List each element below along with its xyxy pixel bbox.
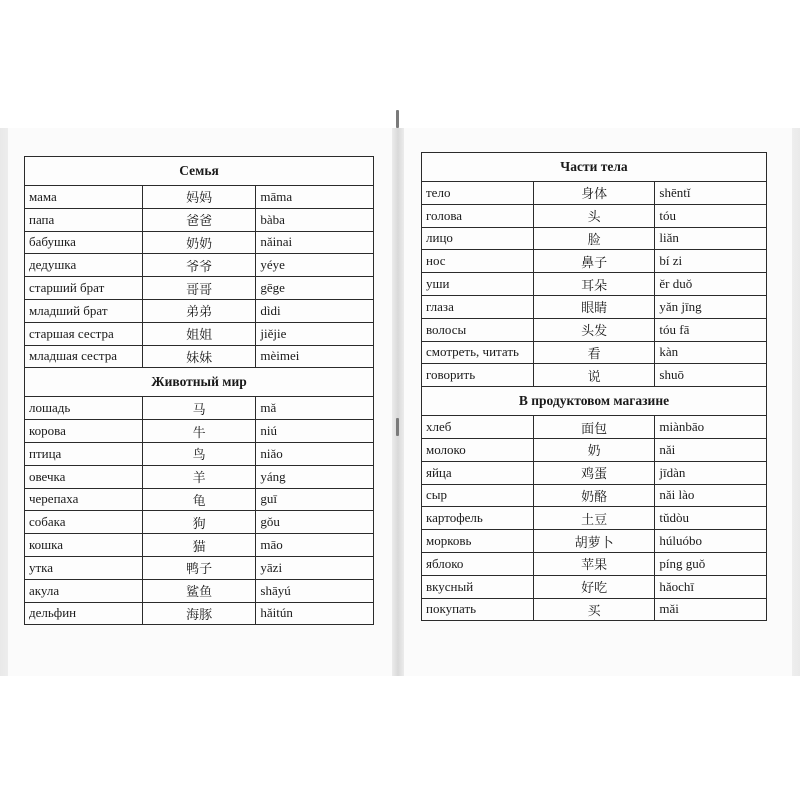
section-title: Семья (25, 157, 374, 186)
pinyin: nǎi (655, 438, 767, 461)
pinyin: mǎ (256, 397, 374, 420)
chinese-characters: 奶 (533, 438, 654, 461)
table-row (422, 204, 767, 227)
chinese-characters: 苹果 (533, 552, 654, 575)
table-row (422, 416, 767, 439)
book-gutter (392, 128, 404, 676)
pinyin: miànbāo (655, 416, 767, 439)
pinyin: bí zi (655, 250, 767, 273)
vocab-table-right (421, 152, 767, 621)
chinese-characters: 鲨鱼 (142, 579, 256, 602)
chinese-characters: 鸟 (142, 442, 256, 465)
chinese-characters: 猫 (142, 534, 256, 557)
pinyin: yáng (256, 465, 374, 488)
russian-word: смотреть, читать (422, 341, 534, 364)
pinyin: nǎinai (256, 231, 374, 254)
russian-word: лицо (422, 227, 534, 250)
russian-word: утка (25, 556, 143, 579)
table-row (422, 552, 767, 575)
russian-word: картофель (422, 507, 534, 530)
table-row (422, 484, 767, 507)
section-header-row (422, 153, 767, 182)
russian-word: вкусный (422, 575, 534, 598)
russian-word: старший брат (25, 277, 143, 300)
table-row (25, 465, 374, 488)
pinyin: píng guǒ (655, 552, 767, 575)
russian-word: овечка (25, 465, 143, 488)
table-row (25, 277, 374, 300)
chinese-characters: 脸 (533, 227, 654, 250)
table-row (25, 345, 374, 368)
chinese-characters: 头 (533, 204, 654, 227)
chinese-characters: 牛 (142, 420, 256, 443)
pinyin: jīdàn (655, 461, 767, 484)
table-row (422, 598, 767, 621)
chinese-characters: 弟弟 (142, 299, 256, 322)
table-row (25, 602, 374, 625)
table-row (422, 341, 767, 364)
chinese-characters: 眼睛 (533, 295, 654, 318)
chinese-characters: 身体 (533, 182, 654, 205)
russian-word: младший брат (25, 299, 143, 322)
chinese-characters: 海豚 (142, 602, 256, 625)
russian-word: глаза (422, 295, 534, 318)
pinyin: mèimei (256, 345, 374, 368)
pinyin: ěr duǒ (655, 273, 767, 296)
chinese-characters: 说 (533, 364, 654, 387)
russian-word: птица (25, 442, 143, 465)
section-title: Животный мир (25, 368, 374, 397)
pinyin: shāyú (256, 579, 374, 602)
pinyin: mǎi (655, 598, 767, 621)
chinese-characters: 羊 (142, 465, 256, 488)
chinese-characters: 土豆 (533, 507, 654, 530)
table-row (422, 273, 767, 296)
table-row (25, 534, 374, 557)
russian-word: покупать (422, 598, 534, 621)
chinese-characters: 爸爸 (142, 208, 256, 231)
russian-word: кошка (25, 534, 143, 557)
section-header-row (422, 387, 767, 416)
russian-word: черепаха (25, 488, 143, 511)
pinyin: yéye (256, 254, 374, 277)
table-row (25, 208, 374, 231)
russian-word: сыр (422, 484, 534, 507)
section-header-row (25, 368, 374, 397)
pinyin: shuō (655, 364, 767, 387)
chinese-characters: 看 (533, 341, 654, 364)
pinyin: kàn (655, 341, 767, 364)
russian-word: яблоко (422, 552, 534, 575)
russian-word: говорить (422, 364, 534, 387)
chinese-characters: 妹妹 (142, 345, 256, 368)
chinese-characters: 胡萝卜 (533, 530, 654, 553)
staple (396, 110, 399, 128)
table-row (422, 227, 767, 250)
chinese-characters: 妈妈 (142, 186, 256, 209)
pinyin: bàba (256, 208, 374, 231)
table-row (25, 186, 374, 209)
pinyin: nǎi lào (655, 484, 767, 507)
russian-word: бабушка (25, 231, 143, 254)
russian-word: уши (422, 273, 534, 296)
russian-word: морковь (422, 530, 534, 553)
pinyin: hǎochī (655, 575, 767, 598)
russian-word: младшая сестра (25, 345, 143, 368)
section-title: Части тела (422, 153, 767, 182)
table-row (422, 507, 767, 530)
table-row (25, 556, 374, 579)
pinyin: gǒu (256, 511, 374, 534)
chinese-characters: 马 (142, 397, 256, 420)
pinyin: liǎn (655, 227, 767, 250)
chinese-characters: 买 (533, 598, 654, 621)
russian-word: яйца (422, 461, 534, 484)
russian-word: старшая сестра (25, 322, 143, 345)
russian-word: акула (25, 579, 143, 602)
table-row (422, 461, 767, 484)
russian-word: лошадь (25, 397, 143, 420)
table-row (422, 530, 767, 553)
table-row (25, 511, 374, 534)
table-row (25, 579, 374, 602)
table-row (25, 442, 374, 465)
chinese-characters: 头发 (533, 318, 654, 341)
russian-word: дельфин (25, 602, 143, 625)
pinyin: niǎo (256, 442, 374, 465)
table-row (25, 254, 374, 277)
pinyin: niú (256, 420, 374, 443)
table-row (25, 322, 374, 345)
pinyin: húluóbo (655, 530, 767, 553)
chinese-characters: 狗 (142, 511, 256, 534)
russian-word: мама (25, 186, 143, 209)
pinyin: tóu fā (655, 318, 767, 341)
chinese-characters: 面包 (533, 416, 654, 439)
table-row (422, 575, 767, 598)
pinyin: yǎn jīng (655, 295, 767, 318)
vocab-table-left (24, 156, 374, 625)
pinyin: māma (256, 186, 374, 209)
table-row (25, 488, 374, 511)
chinese-characters: 哥哥 (142, 277, 256, 300)
table-row (422, 318, 767, 341)
russian-word: нос (422, 250, 534, 273)
pinyin: hǎitún (256, 602, 374, 625)
chinese-characters: 奶酪 (533, 484, 654, 507)
pinyin: tǔdòu (655, 507, 767, 530)
pinyin: tóu (655, 204, 767, 227)
pinyin: yāzi (256, 556, 374, 579)
russian-word: корова (25, 420, 143, 443)
russian-word: молоко (422, 438, 534, 461)
russian-word: волосы (422, 318, 534, 341)
pinyin: gēge (256, 277, 374, 300)
chinese-characters: 好吃 (533, 575, 654, 598)
russian-word: голова (422, 204, 534, 227)
chinese-characters: 鸡蛋 (533, 461, 654, 484)
table-row (422, 364, 767, 387)
russian-word: хлеб (422, 416, 534, 439)
staple (396, 418, 399, 436)
chinese-characters: 姐姐 (142, 322, 256, 345)
section-header-row (25, 157, 374, 186)
chinese-characters: 鼻子 (533, 250, 654, 273)
pinyin: guī (256, 488, 374, 511)
pinyin: jiějie (256, 322, 374, 345)
table-row (25, 420, 374, 443)
table-row (422, 438, 767, 461)
table-row (422, 250, 767, 273)
table-row (422, 295, 767, 318)
table-row (422, 182, 767, 205)
chinese-characters: 鸭子 (142, 556, 256, 579)
pinyin: dìdi (256, 299, 374, 322)
russian-word: собака (25, 511, 143, 534)
chinese-characters: 耳朵 (533, 273, 654, 296)
russian-word: дедушка (25, 254, 143, 277)
table-row (25, 397, 374, 420)
chinese-characters: 奶奶 (142, 231, 256, 254)
section-title: В продуктовом магазине (422, 387, 767, 416)
russian-word: папа (25, 208, 143, 231)
chinese-characters: 龟 (142, 488, 256, 511)
table-row (25, 231, 374, 254)
pinyin: māo (256, 534, 374, 557)
chinese-characters: 爷爷 (142, 254, 256, 277)
pinyin: shēntǐ (655, 182, 767, 205)
russian-word: тело (422, 182, 534, 205)
table-row (25, 299, 374, 322)
